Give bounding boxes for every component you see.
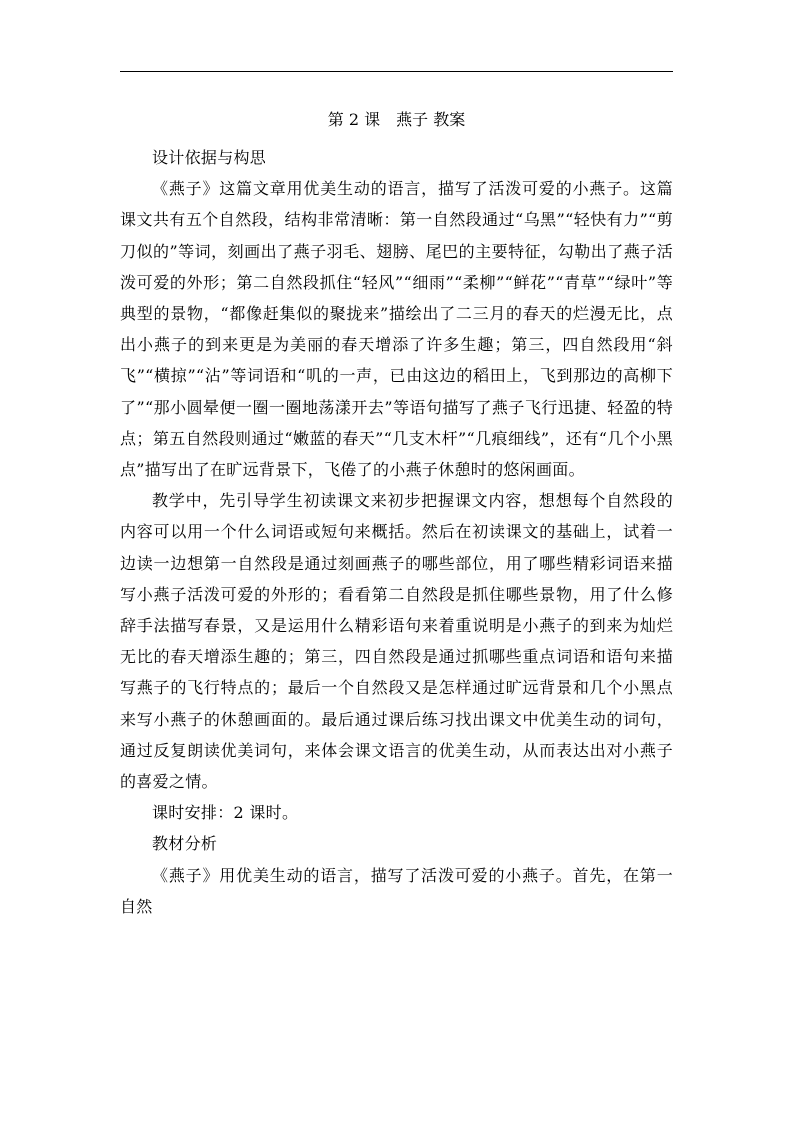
section-heading-analysis: 教材分析 — [152, 834, 218, 854]
header-rule — [120, 71, 673, 72]
document-body — [120, 142, 673, 922]
section-heading-design: 设计依据与构思 — [152, 148, 267, 167]
paragraph-1: 《燕子》这篇文章用优美生动的语言，描写了活泼可爱的小燕子。这篇课文共有五个自然段，结构非常清晰：第一自然段通过“乌黑”“轻快有力”“剪刀似的”等词，刻画出了燕子羽毛、翅膀、尾巴的主要特征，勾勒出了燕子活泼可爱的外形；第二自然段抓住“轻风”“细雨”“柔柳”“鲜花”“青草”“绿叶”等典型的景物，“都像赶集似的聚拢来”描绘出了二三月的春天的烂漫无比，点出小燕子的到来更是为美丽的春天增添了许多生趣；第三，四自然段用“斜飞”“横掠”“沾”等词语和“叽的一声，已由这边的稻田上，飞到那边的高柳下了”“那小圆晕便一圈一圈地荡漾开去”等语句描写了燕子飞行迅捷、轻盈的特点；第五自然段则通过“嫩蓝的春天”“几支木杆”“几痕细线”，还有“几个小黑点”描写出了在旷远背景下，飞倦了的小燕子休憩时的悠闲画面。 — [120, 179, 673, 480]
paragraph-2: 教学中，先引导学生初读课文来初步把握课文内容，想想每个自然段的内容可以用一个什么词语或短句来概括。然后在初读课文的基础上，试着一边读一边想第一自然段是通过刻画燕子的哪些部位，用了哪些精彩词语来描写小燕子活泼可爱的外形的；看看第二自然段是抓住哪些景物，用了什么修辞手法描写春景，又是运用什么精彩语句来着重说明是小燕子的到来为灿烂无比的春天增添生趣的；第三，四自然段是通过抓哪些重点词语和语句来描写燕子的飞行特点的；最后一个自然段又是怎样通过旷远背景和几个小黑点来写小燕子的休憩画面的。最后通过课后练习找出课文中优美生动的词句，通过反复朗读优美词句，来体会课文语言的优美生动，从而表达出对小燕子的喜爱之情。 — [120, 491, 673, 792]
schedule-text: 课时安排：2 课时。 — [152, 803, 299, 823]
paragraph-3: 《燕子》用优美生动的语言，描写了活泼可爱的小燕子。首先，在第一自然 — [120, 865, 673, 916]
document-title: 第 2 课 燕子 教案 — [327, 110, 466, 129]
